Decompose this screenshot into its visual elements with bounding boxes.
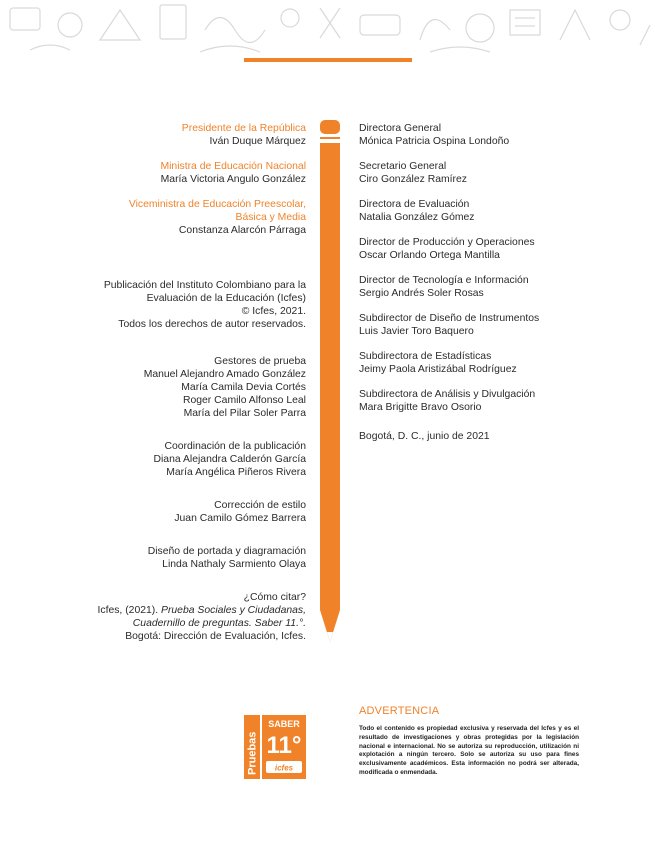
credit-name: Diana Alejandra Calderón García (153, 454, 306, 465)
official-block (6, 198, 306, 237)
official-role: Presidente de la República (181, 123, 306, 134)
credit-name: María Camila Devia Cortés (181, 382, 306, 393)
credit-title: Coordinación de la publicación (164, 441, 306, 452)
official-role-continued: Básica y Media (235, 212, 306, 223)
credit-block (6, 440, 306, 479)
role-block (359, 198, 619, 224)
role-block (359, 122, 619, 148)
role-title: Directora General (359, 123, 442, 134)
credit-name: María Angélica Piñeros Rivera (166, 467, 306, 478)
credit-block (6, 499, 306, 525)
role-block (359, 350, 619, 376)
logo-saber-text: SABER (268, 719, 300, 729)
credit-block (6, 545, 306, 571)
role-name: Oscar Orlando Ortega Mantilla (359, 250, 500, 261)
publication-line: Publicación del Instituto Colombiano para la (103, 280, 306, 291)
citation-block (6, 591, 306, 643)
role-name: Ciro González Ramírez (359, 174, 467, 185)
official-block (6, 160, 306, 186)
place-date: Bogotá, D. C., junio de 2021 (359, 431, 490, 442)
left-credits-column (6, 122, 306, 655)
saber-11-logo (244, 715, 306, 779)
pencil-divider-graphic (319, 120, 341, 650)
credit-title: Gestores de prueba (214, 356, 306, 367)
publication-line: © Icfes, 2021. (241, 306, 306, 317)
role-title: Secretario General (359, 161, 447, 172)
citation-title: ¿Cómo citar? (243, 592, 306, 603)
citation-line: Bogotá: Dirección de Evaluación, Icfes. (125, 631, 306, 642)
citation-line-italic: Cuadernillo de preguntas. Saber 11.°. (132, 618, 306, 629)
official-role: Viceministra de Educación Preescolar, (128, 199, 306, 210)
right-credits-column (359, 122, 619, 443)
credit-block (6, 355, 306, 420)
role-block (359, 388, 619, 414)
citation-author: Icfes, (2021). (97, 605, 159, 616)
publication-line: Todos los derechos de autor reservados. (118, 319, 306, 330)
official-name: Constanza Alarcón Párraga (178, 225, 306, 236)
citation-title-italic: Prueba Sociales y Ciudadanas, (161, 605, 306, 616)
role-title: Subdirectora de Estadísticas (359, 351, 492, 362)
credit-name: Manuel Alejandro Amado González (143, 369, 306, 380)
role-title: Subdirectora de Análisis y Divulgación (359, 389, 536, 400)
role-title: Director de Tecnología e Información (359, 275, 529, 286)
official-block (6, 122, 306, 148)
citation-line (6, 604, 306, 617)
header-doodle-pattern (0, 0, 655, 56)
role-name: Mónica Patricia Ospina Londoño (359, 136, 510, 147)
role-block (359, 236, 619, 262)
official-name: María Victoria Angulo González (160, 174, 306, 185)
role-name: Jeimy Paola Aristizábal Rodríguez (359, 364, 517, 375)
role-block (359, 160, 619, 186)
warning-title: ADVERTENCIA (359, 705, 440, 717)
logo-brand-text: icfes (274, 763, 294, 773)
role-name: Mara Brigitte Bravo Osorio (359, 402, 482, 413)
role-name: Luis Javier Toro Baquero (359, 326, 474, 337)
credit-title: Corrección de estilo (214, 500, 306, 511)
role-name: Natalia González Gómez (359, 212, 475, 223)
credit-name: Linda Nathaly Sarmiento Olaya (162, 559, 306, 570)
publication-block (6, 279, 306, 331)
credit-title: Diseño de portada y diagramación (147, 546, 306, 557)
warning-text: Todo el contenido es propiedad exclusiva y reservada del Icfes y es el resultado de investigaciones y obras protegidas por la legislación nacional e internacional. No se autoriza su reproducción, utilización ni explotación a ningún tercero. Solo se autoriza su uso para fines exclusivamente académicos. Esta información no podrá ser alterada, modificada o enmendada. (359, 725, 579, 776)
publication-line: Evaluación de la Educación (Icfes) (146, 293, 306, 304)
role-title: Subdirector de Diseño de Instrumentos (359, 313, 540, 324)
role-name: Sergio Andrés Soler Rosas (359, 288, 484, 299)
header-accent-bar (244, 58, 412, 62)
official-role: Ministra de Educación Nacional (160, 161, 306, 172)
warning-notice (359, 705, 579, 778)
official-name: Iván Duque Márquez (209, 136, 306, 147)
role-title: Director de Producción y Operaciones (359, 237, 535, 248)
credit-name: Roger Camilo Alfonso Leal (182, 395, 306, 406)
logo-grade-text: 11° (266, 732, 302, 759)
logo-vertical-text: Pruebas (246, 731, 259, 775)
role-title: Directora de Evaluación (359, 199, 470, 210)
credit-name: María del Pilar Soler Parra (183, 408, 306, 419)
credit-name: Juan Camilo Gómez Barrera (174, 513, 306, 524)
role-block (359, 312, 619, 338)
role-block (359, 274, 619, 300)
